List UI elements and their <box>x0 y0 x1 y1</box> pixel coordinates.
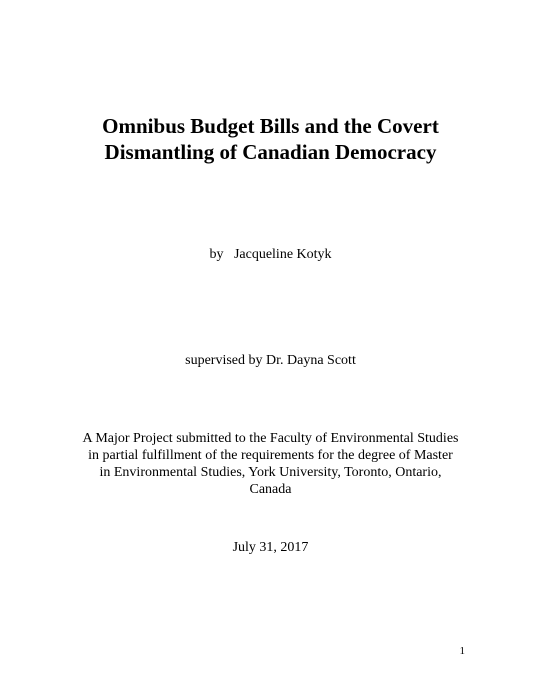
author-line: by Jacqueline Kotyk <box>209 247 332 262</box>
title-line-2: Dismantling of Canadian Democracy <box>104 140 437 164</box>
statement-line-2: in partial fulfillment of the requirements for the degree of Master <box>88 448 453 463</box>
supervisor-line: supervised by Dr. Dayna Scott <box>185 353 356 368</box>
title-line-1: Omnibus Budget Bills and the Covert <box>102 114 439 138</box>
document-title <box>0 113 541 165</box>
submission-statement <box>0 430 541 498</box>
submission-date: July 31, 2017 <box>232 540 309 555</box>
statement-line-4: Canada <box>249 482 292 497</box>
statement-line-3: in Environmental Studies, York University, Toronto, Ontario, <box>99 465 442 480</box>
statement-line-1: A Major Project submitted to the Faculty of Environmental Studies <box>82 431 459 446</box>
page-number: 1 <box>459 645 465 657</box>
